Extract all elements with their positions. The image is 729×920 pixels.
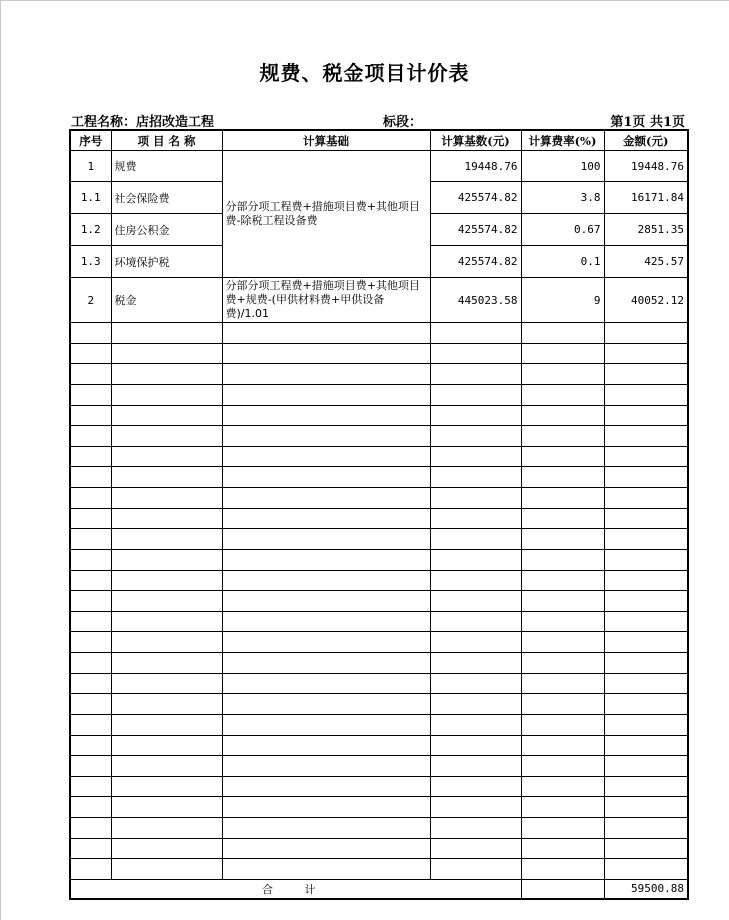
empty-cell (521, 323, 604, 344)
table-row (70, 278, 688, 323)
empty-cell (222, 735, 430, 756)
empty-table-row (70, 426, 688, 447)
empty-cell (521, 549, 604, 570)
empty-cell (521, 591, 604, 612)
empty-cell (111, 570, 222, 591)
row-seq: 2 (70, 278, 111, 323)
empty-cell (521, 611, 604, 632)
empty-cell (111, 384, 222, 405)
empty-cell (222, 323, 430, 344)
empty-cell (111, 467, 222, 488)
empty-cell (430, 426, 521, 447)
empty-cell (521, 797, 604, 818)
empty-cell (521, 446, 604, 467)
total-row (70, 879, 688, 899)
empty-table-row (70, 756, 688, 777)
empty-cell (430, 714, 521, 735)
empty-cell (430, 859, 521, 880)
empty-cell (430, 570, 521, 591)
empty-cell (222, 426, 430, 447)
empty-cell (604, 838, 688, 859)
empty-table-row (70, 323, 688, 344)
empty-cell (222, 611, 430, 632)
empty-cell (70, 797, 111, 818)
empty-cell (222, 343, 430, 364)
col-header-amount: 金额(元) (604, 130, 688, 151)
empty-cell (521, 405, 604, 426)
row-seq: 1 (70, 151, 111, 182)
empty-cell (604, 467, 688, 488)
empty-cell (604, 508, 688, 529)
empty-cell (604, 323, 688, 344)
empty-cell (222, 838, 430, 859)
empty-cell (604, 488, 688, 509)
empty-cell (430, 735, 521, 756)
empty-cell (111, 323, 222, 344)
empty-cell (521, 735, 604, 756)
empty-table-row (70, 446, 688, 467)
empty-cell (111, 364, 222, 385)
row-rate: 0.67 (521, 214, 604, 246)
page-edge-top (0, 0, 729, 1)
empty-cell (430, 611, 521, 632)
empty-cell (111, 446, 222, 467)
empty-cell (222, 632, 430, 653)
empty-table-row (70, 797, 688, 818)
empty-table-row (70, 364, 688, 385)
empty-cell (430, 364, 521, 385)
empty-cell (70, 714, 111, 735)
row-seq: 1.1 (70, 182, 111, 214)
empty-cell (111, 529, 222, 550)
empty-cell (521, 384, 604, 405)
row-amount: 16171.84 (604, 182, 688, 214)
empty-cell (70, 343, 111, 364)
empty-cell (111, 797, 222, 818)
empty-cell (70, 508, 111, 529)
row-rate: 0.1 (521, 246, 604, 278)
empty-table-row (70, 488, 688, 509)
empty-cell (111, 818, 222, 839)
empty-cell (604, 694, 688, 715)
empty-cell (111, 673, 222, 694)
empty-cell (521, 488, 604, 509)
empty-cell (111, 653, 222, 674)
empty-cell (222, 405, 430, 426)
row-name: 规费 (111, 151, 222, 182)
empty-cell (70, 591, 111, 612)
empty-table-row (70, 549, 688, 570)
empty-cell (430, 508, 521, 529)
empty-cell (70, 405, 111, 426)
empty-cell (111, 756, 222, 777)
empty-cell (604, 756, 688, 777)
empty-cell (604, 426, 688, 447)
empty-cell (521, 632, 604, 653)
empty-cell (111, 776, 222, 797)
empty-cell (604, 611, 688, 632)
empty-table-row (70, 405, 688, 426)
empty-table-row (70, 818, 688, 839)
empty-cell (521, 756, 604, 777)
empty-cell (111, 405, 222, 426)
empty-cell (70, 653, 111, 674)
table-header-row (70, 130, 688, 151)
row-amount: 19448.76 (604, 151, 688, 182)
empty-cell (521, 364, 604, 385)
empty-cell (521, 508, 604, 529)
empty-table-row (70, 859, 688, 880)
empty-cell (430, 323, 521, 344)
empty-table-row (70, 714, 688, 735)
empty-cell (111, 508, 222, 529)
empty-cell (70, 735, 111, 756)
empty-cell (521, 529, 604, 550)
empty-table-row (70, 529, 688, 550)
col-header-name: 项 目 名 称 (111, 130, 222, 151)
empty-cell (521, 426, 604, 447)
empty-cell (430, 488, 521, 509)
empty-table-row (70, 653, 688, 674)
empty-cell (430, 529, 521, 550)
empty-cell (70, 384, 111, 405)
empty-cell (604, 384, 688, 405)
empty-cell (521, 343, 604, 364)
empty-cell (222, 653, 430, 674)
empty-cell (222, 859, 430, 880)
row-rate: 9 (521, 278, 604, 323)
empty-cell (430, 343, 521, 364)
empty-cell (521, 838, 604, 859)
empty-cell (521, 570, 604, 591)
empty-cell (111, 343, 222, 364)
empty-cell (430, 405, 521, 426)
empty-cell (430, 818, 521, 839)
empty-cell (430, 467, 521, 488)
empty-cell (222, 591, 430, 612)
empty-cell (430, 591, 521, 612)
empty-cell (604, 859, 688, 880)
empty-cell (604, 673, 688, 694)
tax-basis-cell: 分部分项工程费+措施项目费+其他项目费+规费-(甲供材料费+甲供设备费)/1.01 (222, 278, 430, 323)
empty-cell (222, 467, 430, 488)
col-header-basis: 计算基础 (222, 130, 430, 151)
empty-cell (111, 549, 222, 570)
empty-cell (222, 694, 430, 715)
empty-cell (604, 570, 688, 591)
empty-cell (70, 694, 111, 715)
empty-cell (430, 756, 521, 777)
empty-cell (222, 818, 430, 839)
fee-basis-cell: 分部分项工程费+措施项目费+其他项目费-除税工程设备费 (222, 151, 430, 278)
empty-cell (430, 694, 521, 715)
empty-cell (70, 488, 111, 509)
empty-cell (111, 735, 222, 756)
empty-cell (604, 446, 688, 467)
row-seq: 1.2 (70, 214, 111, 246)
empty-cell (521, 673, 604, 694)
page-title: 规费、税金项目计价表 (259, 61, 470, 85)
empty-cell (604, 714, 688, 735)
empty-cell (521, 653, 604, 674)
row-amount: 40052.12 (604, 278, 688, 323)
empty-cell (111, 714, 222, 735)
empty-cell (70, 529, 111, 550)
empty-table-row (70, 591, 688, 612)
empty-cell (222, 714, 430, 735)
empty-cell (111, 859, 222, 880)
empty-cell (222, 797, 430, 818)
empty-table-row (70, 343, 688, 364)
col-header-rate: 计算费率(%) (521, 130, 604, 151)
empty-table-row (70, 735, 688, 756)
empty-cell (222, 384, 430, 405)
total-amount: 59500.88 (604, 879, 688, 899)
empty-cell (70, 838, 111, 859)
empty-cell (604, 549, 688, 570)
empty-cell (222, 364, 430, 385)
empty-cell (521, 714, 604, 735)
empty-table-row (70, 694, 688, 715)
row-base-amount: 19448.76 (430, 151, 521, 182)
empty-cell (604, 529, 688, 550)
empty-table-row (70, 838, 688, 859)
empty-cell (521, 694, 604, 715)
empty-cell (222, 549, 430, 570)
empty-cell (604, 591, 688, 612)
empty-cell (430, 797, 521, 818)
row-amount: 2851.35 (604, 214, 688, 246)
row-seq: 1.3 (70, 246, 111, 278)
empty-cell (111, 426, 222, 447)
empty-cell (521, 818, 604, 839)
col-header-base-amount: 计算基数(元) (430, 130, 521, 151)
empty-cell (604, 735, 688, 756)
empty-cell (604, 632, 688, 653)
empty-cell (222, 488, 430, 509)
empty-table-row (70, 776, 688, 797)
empty-cell (70, 859, 111, 880)
empty-table-row (70, 508, 688, 529)
row-rate: 100 (521, 151, 604, 182)
row-base-amount: 425574.82 (430, 182, 521, 214)
empty-cell (70, 632, 111, 653)
empty-cell (430, 632, 521, 653)
empty-table-row (70, 632, 688, 653)
row-base-amount: 425574.82 (430, 214, 521, 246)
empty-table-row (70, 384, 688, 405)
empty-cell (70, 756, 111, 777)
empty-cell (430, 549, 521, 570)
empty-cell (222, 756, 430, 777)
empty-cell (70, 818, 111, 839)
empty-cell (222, 570, 430, 591)
row-rate: 3.8 (521, 182, 604, 214)
empty-cell (604, 364, 688, 385)
empty-cell (604, 797, 688, 818)
empty-cell (430, 384, 521, 405)
empty-cell (430, 446, 521, 467)
project-name: 工程名称：店招改造工程 (71, 115, 215, 130)
empty-cell (111, 632, 222, 653)
empty-cell (222, 673, 430, 694)
empty-cell (521, 467, 604, 488)
empty-cell (111, 694, 222, 715)
empty-cell (111, 488, 222, 509)
row-amount: 425.57 (604, 246, 688, 278)
row-name: 税金 (111, 278, 222, 323)
row-base-amount: 425574.82 (430, 246, 521, 278)
empty-cell (70, 364, 111, 385)
empty-cell (70, 467, 111, 488)
empty-cell (70, 611, 111, 632)
empty-cell (604, 405, 688, 426)
empty-cell (430, 776, 521, 797)
empty-cell (70, 446, 111, 467)
table-row (70, 151, 688, 182)
empty-cell (604, 653, 688, 674)
col-header-seq: 序号 (70, 130, 111, 151)
empty-cell (521, 859, 604, 880)
page-info: 第1页 共1页 (610, 115, 685, 130)
empty-table-row (70, 611, 688, 632)
empty-cell (222, 776, 430, 797)
empty-table-row (70, 467, 688, 488)
empty-table-row (70, 570, 688, 591)
row-name: 住房公积金 (111, 214, 222, 246)
row-name: 环境保护税 (111, 246, 222, 278)
fee-tax-table (69, 129, 689, 900)
total-label: 合 计 (70, 879, 521, 899)
empty-cell (222, 529, 430, 550)
empty-cell (70, 673, 111, 694)
empty-cell (70, 549, 111, 570)
empty-cell (222, 508, 430, 529)
empty-cell (604, 818, 688, 839)
empty-cell (604, 343, 688, 364)
empty-cell (70, 570, 111, 591)
empty-cell (70, 776, 111, 797)
empty-cell (111, 591, 222, 612)
total-rate-empty (521, 879, 604, 899)
row-base-amount: 445023.58 (430, 278, 521, 323)
empty-cell (70, 426, 111, 447)
empty-cell (111, 838, 222, 859)
empty-cell (604, 776, 688, 797)
section-label: 标段： (383, 115, 423, 130)
empty-cell (70, 323, 111, 344)
page-edge-left (0, 0, 1, 920)
empty-cell (521, 776, 604, 797)
empty-cell (430, 673, 521, 694)
empty-cell (222, 446, 430, 467)
empty-cell (111, 611, 222, 632)
empty-table-row (70, 673, 688, 694)
row-name: 社会保险费 (111, 182, 222, 214)
empty-cell (430, 653, 521, 674)
empty-cell (430, 838, 521, 859)
